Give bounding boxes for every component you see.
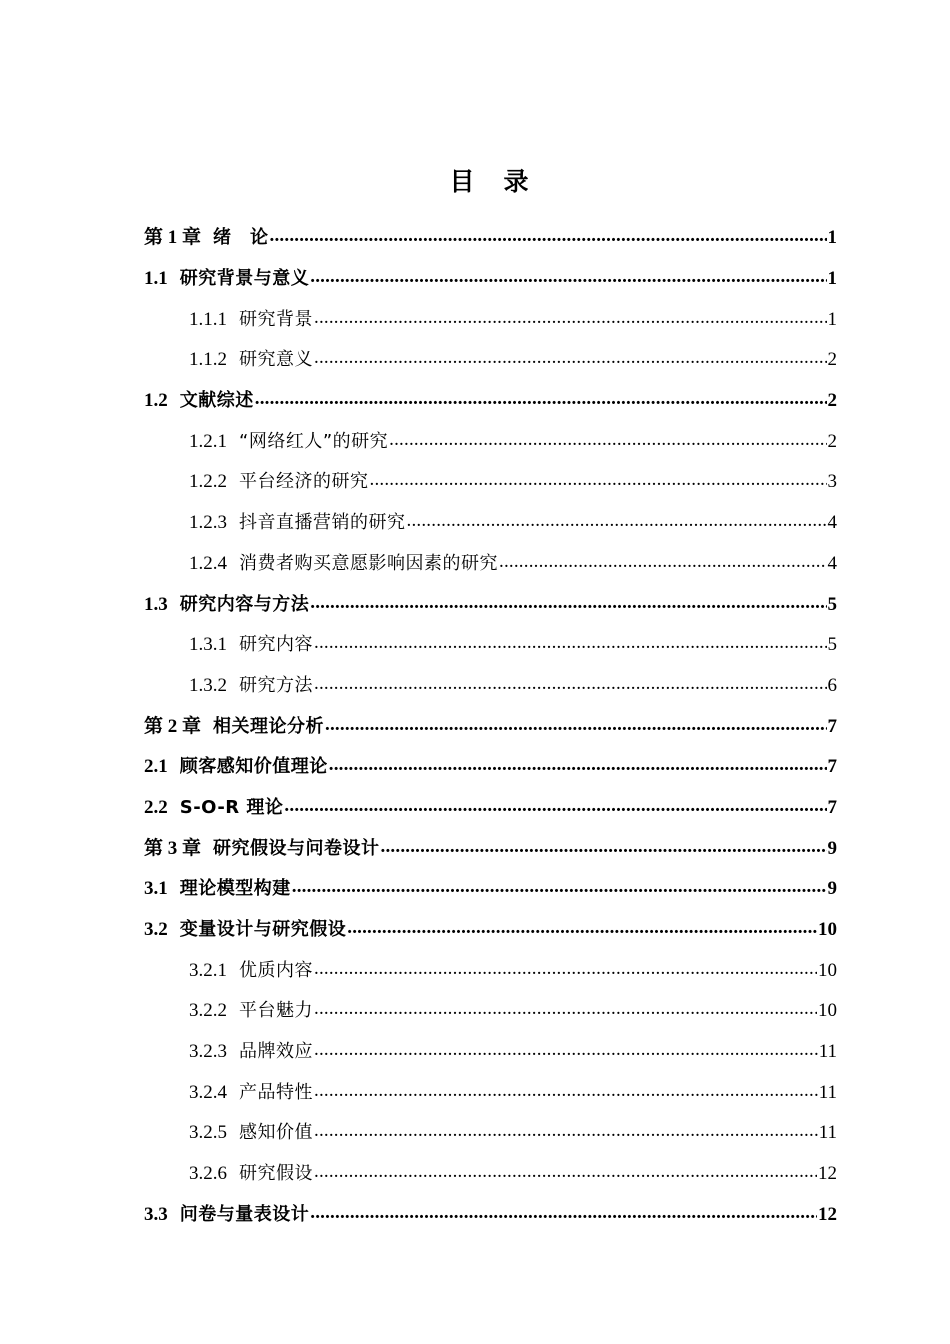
toc-entry[interactable] (189, 625, 837, 666)
toc-entry[interactable] (189, 1032, 837, 1073)
toc-entry-number: 1.3.1 (189, 634, 227, 656)
toc-entry[interactable] (189, 421, 837, 462)
toc-entry-title: 平台魅力 (239, 1000, 313, 1022)
toc-entry-number: 1.2.1 (189, 430, 227, 452)
toc-entry-number: 1.1.1 (189, 308, 227, 330)
toc-entry[interactable] (144, 788, 837, 829)
toc-entry[interactable] (189, 950, 837, 991)
toc-entry-number: 3.2.6 (189, 1163, 227, 1185)
toc-entry-title: 平台经济的研究 (239, 471, 369, 493)
toc-entry-number: 3.2.5 (189, 1122, 227, 1144)
toc-entry[interactable] (189, 299, 837, 340)
toc-entry-title: 研究意义 (239, 349, 313, 371)
toc-entry-title: 问卷与量表设计 (179, 1203, 310, 1225)
toc-entry[interactable] (144, 747, 837, 788)
toc-entry-title: 变量设计与研究假设 (179, 919, 347, 941)
toc-entry-title: “网络红人”的研究 (239, 430, 389, 452)
toc-entry-number: 1.3 (144, 593, 168, 615)
toc-entry[interactable] (189, 1072, 837, 1113)
toc-entry-title: 优质内容 (239, 959, 313, 981)
toc-entry-number: 1.2 (144, 390, 168, 412)
toc-entry-number: 1.2.2 (189, 471, 227, 493)
toc-entry-title: 研究假设 (239, 1163, 313, 1185)
toc-entry-page-number: 4 (827, 512, 837, 534)
toc-entry-page-number: 3 (827, 471, 837, 493)
toc-entry-page-number: 1 (827, 308, 837, 330)
toc-entry-title: S-O-R 理论 (179, 796, 284, 818)
toc-entry-title: 研究内容 (239, 634, 313, 656)
toc-entry[interactable] (189, 462, 837, 503)
toc-entry[interactable] (189, 544, 837, 585)
toc-entry-number: 3.2.2 (189, 1000, 227, 1022)
toc-entry[interactable] (144, 910, 837, 951)
toc-entry-title: 消费者购买意愿影响因素的研究 (239, 552, 498, 574)
toc-dot-leader (255, 389, 827, 413)
toc-entry-page-number: 6 (827, 674, 837, 696)
toc-dot-leader (314, 1040, 818, 1064)
toc-entry-title: 顾客感知价值理论 (179, 756, 328, 778)
toc-entry[interactable] (144, 1195, 837, 1236)
toc-entry-page-number: 10 (818, 1000, 837, 1022)
toc-entry[interactable] (189, 340, 837, 381)
toc-entry-page-number: 1 (827, 268, 837, 290)
toc-entry-number: 3.2.3 (189, 1041, 227, 1063)
toc-entry-number: 3.2 (144, 919, 168, 941)
toc-entry[interactable] (189, 1154, 837, 1195)
toc-entry-title: 研究背景 (239, 308, 313, 330)
toc-dot-leader (292, 877, 827, 901)
toc-entry-page-number: 7 (827, 756, 837, 778)
toc-entry-title: 品牌效应 (239, 1041, 313, 1063)
toc-entry-number: 2.1 (144, 756, 168, 778)
toc-entry-page-number: 5 (827, 593, 837, 615)
toc-dot-leader (314, 633, 827, 657)
toc-entry-page-number: 7 (827, 796, 837, 818)
toc-entry[interactable] (189, 1113, 837, 1154)
toc-entry-page-number: 2 (827, 430, 837, 452)
toc-entry-page-number: 12 (818, 1163, 837, 1185)
toc-entry-number: 3.1 (144, 878, 168, 900)
toc-dot-leader (347, 918, 817, 942)
toc-entry-page-number: 9 (827, 878, 837, 900)
toc-entry-title: 抖音直播营销的研究 (239, 512, 406, 534)
toc-entry-number: 3.3 (144, 1203, 168, 1225)
toc-entry-number: 3.2.4 (189, 1081, 227, 1103)
toc-dot-leader (314, 308, 827, 332)
toc-entry-number: 3.2.1 (189, 959, 227, 981)
toc-dot-leader (389, 430, 826, 454)
toc-entry-page-number: 5 (827, 634, 837, 656)
toc-dot-leader (370, 470, 827, 494)
toc-entry-number: 2.2 (144, 796, 168, 818)
toc-dot-leader (499, 552, 827, 576)
toc-entry-page-number: 2 (827, 390, 837, 412)
toc-entry-page-number: 10 (818, 959, 837, 981)
toc-dot-leader (381, 837, 827, 861)
toc-entry-title: 相关理论分析 (213, 715, 325, 737)
toc-entry[interactable] (144, 706, 837, 747)
toc-dot-leader (314, 348, 827, 372)
toc-entry[interactable] (144, 381, 837, 422)
toc-entry-page-number: 7 (827, 715, 837, 737)
toc-entry-title: 产品特性 (239, 1081, 313, 1103)
toc-entry-title: 感知价值 (239, 1122, 313, 1144)
toc-entry[interactable] (189, 666, 837, 707)
toc-entry-number: 1.1 (144, 268, 168, 290)
toc-entry-title: 理论模型构建 (179, 878, 291, 900)
toc-dot-leader (310, 593, 826, 617)
table-of-contents (0, 218, 950, 1235)
toc-dot-leader (314, 959, 817, 983)
toc-entry-page-number: 9 (827, 837, 837, 859)
toc-entry[interactable] (144, 259, 837, 300)
toc-dot-leader (314, 1162, 817, 1186)
toc-entry-page-number: 11 (818, 1122, 837, 1144)
toc-dot-leader (310, 267, 826, 291)
toc-entry[interactable] (144, 584, 837, 625)
toc-dot-leader (407, 511, 827, 535)
toc-entry-page-number: 1 (827, 227, 837, 249)
toc-entry-title: 文献综述 (179, 390, 254, 412)
toc-entry-page-number: 4 (827, 552, 837, 574)
toc-dot-leader (310, 1203, 817, 1227)
toc-entry-number: 第 3 章 (144, 837, 202, 859)
toc-entry-number: 1.2.3 (189, 512, 227, 534)
toc-entry[interactable] (144, 218, 837, 259)
toc-entry-title: 研究背景与意义 (179, 268, 310, 290)
toc-entry-number: 第 2 章 (144, 715, 202, 737)
toc-entry[interactable] (144, 869, 837, 910)
toc-entry[interactable] (144, 828, 837, 869)
toc-dot-leader (329, 755, 827, 779)
toc-entry-page-number: 2 (827, 349, 837, 371)
toc-entry-number: 1.1.2 (189, 349, 227, 371)
toc-dot-leader (314, 1121, 818, 1145)
toc-dot-leader (314, 999, 817, 1023)
toc-entry-title: 研究假设与问卷设计 (213, 837, 380, 859)
toc-entry-title: 绪 论 (213, 227, 269, 249)
toc-dot-leader (325, 715, 826, 739)
toc-entry-page-number: 11 (818, 1081, 837, 1103)
toc-entry-title: 研究内容与方法 (179, 593, 310, 615)
toc-entry-page-number: 10 (818, 919, 837, 941)
toc-entry[interactable] (189, 991, 837, 1032)
toc-entry[interactable] (189, 503, 837, 544)
toc-title: 目 录 (449, 167, 531, 196)
toc-entry-title: 研究方法 (239, 674, 313, 696)
toc-entry-number: 1.3.2 (189, 674, 227, 696)
toc-entry-number: 第 1 章 (144, 227, 202, 249)
toc-dot-leader (314, 1081, 818, 1105)
toc-entry-page-number: 11 (818, 1041, 837, 1063)
toc-entry-number: 1.2.4 (189, 552, 227, 574)
toc-dot-leader (314, 674, 827, 698)
toc-dot-leader (284, 796, 826, 820)
toc-entry-page-number: 12 (818, 1203, 837, 1225)
toc-dot-leader (270, 226, 827, 250)
